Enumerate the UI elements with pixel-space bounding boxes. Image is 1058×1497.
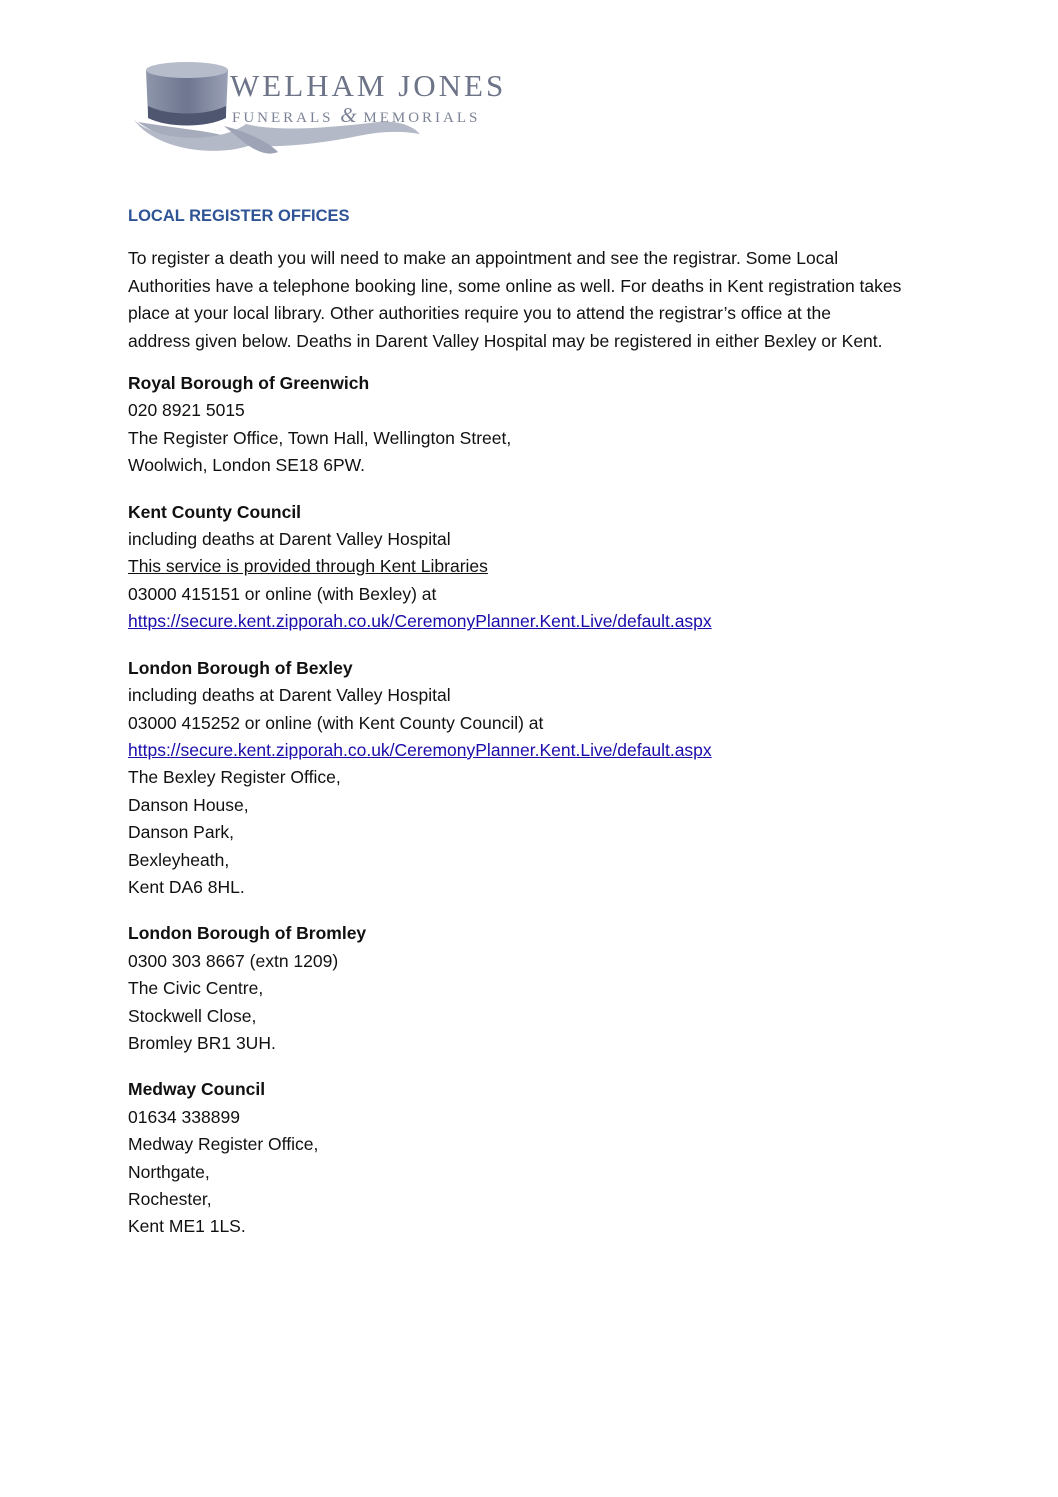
booking-link[interactable]: https://secure.kent.zipporah.co.uk/CeremonyPlanner.Kent.Live/default.aspx: [128, 611, 712, 632]
address-line: Medway Register Office,: [128, 1134, 319, 1155]
address-line: Kent DA6 8HL.: [128, 876, 245, 897]
brand-subtitle: [232, 103, 480, 128]
address-line: Danson Park,: [128, 822, 235, 843]
phone-number: 01634 338899: [128, 1106, 240, 1127]
office-name: Royal Borough of Greenwich: [128, 373, 370, 394]
office-bromley: [128, 920, 928, 1057]
office-name: London Borough of Bexley: [128, 657, 353, 678]
address-line: Bromley BR1 3UH.: [128, 1032, 276, 1053]
address-line: The Register Office, Town Hall, Wellington Street,: [128, 427, 512, 448]
intro-paragraph: [128, 245, 928, 355]
intro-line: To register a death you will need to make an appointment and see the registrar. Some Local: [128, 248, 839, 269]
phone-number: 03000 415252 or online (with Kent County Council) at: [128, 712, 544, 733]
address-line: The Bexley Register Office,: [128, 767, 341, 788]
intro-line: Authorities have a telephone booking line, some online as well. For deaths in Kent registration takes: [128, 275, 902, 296]
phone-number: 0300 303 8667 (extn 1209): [128, 950, 339, 971]
office-medway: [128, 1076, 928, 1240]
service-note: This service is provided through Kent Libraries: [128, 556, 488, 577]
address-line: Kent ME1 1LS.: [128, 1216, 246, 1237]
brand-subtitle-right: MEMORIALS: [363, 110, 481, 126]
address-line: The Civic Centre,: [128, 978, 264, 999]
office-bexley: [128, 655, 928, 902]
address-line: Bexleyheath,: [128, 849, 230, 870]
document-body: [128, 203, 928, 1260]
address-line: Rochester,: [128, 1189, 212, 1209]
company-logo: [128, 56, 528, 162]
intro-line: place at your local library. Other authorities require you to attend the registrar’s office at the: [128, 303, 831, 324]
address-line: Stockwell Close,: [128, 1005, 257, 1026]
phone-number: 020 8921 5015: [128, 400, 245, 421]
page-title: LOCAL REGISTER OFFICES: [128, 207, 350, 225]
intro-line: address given below. Deaths in Darent Valley Hospital may be registered in either Bexley or Kent.: [128, 330, 883, 351]
brand-name: WELHAM JONES: [230, 68, 507, 103]
office-kent: [128, 499, 928, 636]
address-line: Woolwich, London SE18 6PW.: [128, 455, 366, 476]
brand-subtitle-left: FUNERALS: [232, 110, 334, 126]
phone-number: 03000 415151 or online (with Bexley) at: [128, 583, 437, 604]
office-note: including deaths at Darent Valley Hospital: [128, 685, 451, 706]
office-note: including deaths at Darent Valley Hospital: [128, 529, 451, 550]
address-line: Danson House,: [128, 794, 249, 815]
office-name: Kent County Council: [128, 501, 302, 522]
office-greenwich: [128, 370, 928, 480]
brand-ampersand: &: [340, 103, 357, 127]
address-line: Northgate,: [128, 1161, 210, 1182]
office-name: London Borough of Bromley: [128, 923, 367, 944]
booking-link[interactable]: https://secure.kent.zipporah.co.uk/CeremonyPlanner.Kent.Live/default.aspx: [128, 739, 712, 760]
office-name: Medway Council: [128, 1079, 266, 1100]
